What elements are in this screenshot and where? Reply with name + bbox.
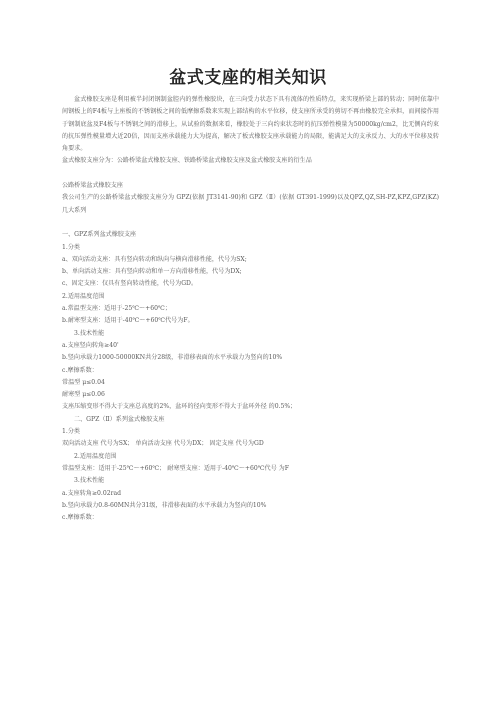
gpz2-temp-line: 常温型支座：适用于-25℃～+60℃； 耐寒型支座：适用于-40℃～+60℃代号 为F [62, 464, 289, 472]
section-heading: 公路桥梁盆式橡胶支座 [62, 182, 123, 190]
spacer [62, 168, 439, 180]
gpz2-classification-title: 1.分类 [62, 428, 81, 436]
section-intro: 我公司生产的公路桥梁盆式橡胶支座分为 GPZ(依据 JT3141-90)和 GPZ（Ⅱ）(依据 GT391-1999)以及QPZ,QZ,SH-PZ,KPZ,GPZ(KZ)几大系列 [62, 194, 439, 214]
gpz2-temp-title: 2.适用温度范围 [74, 452, 117, 460]
gpz-temp-title: 2.适用温度范围 [62, 292, 105, 300]
gpz-classification-title: 1.分类 [62, 243, 81, 251]
document-body [62, 94, 439, 524]
gpz-deformation-note: 支座压缩变形不得大于支座总高度的2%，盆环的径向变形不得大于盆环外径 的0.5%； [62, 403, 297, 411]
spacer [62, 217, 439, 229]
gpz2-classification-line: 双向活动支座 代号为SX； 单向活动支座 代号为DX； 固定支座 代号为GD [62, 440, 264, 448]
gpz2-heading: 二、GPZ（Ⅱ）系列盆式橡胶支座 [74, 415, 165, 423]
gpz-perf-c: c.摩擦系数： [62, 366, 98, 374]
gpz-heading: 一、GPZ系列盆式橡胶支座 [62, 231, 137, 239]
gpz-friction-cold: 耐寒型 μ≤0.06 [62, 391, 105, 399]
gpz-perf-b: b.竖向承载力1000-50000KN共分28级，非滑移表面的水平承载力为竖向的10% [62, 354, 283, 362]
gpz-class-a: a、双向活动支座：具有竖向转动和纵向与横向滑移性能，代号为SX; [62, 255, 247, 263]
categories-line: 盆式橡胶支座分为：公路桥梁盆式橡胶支座、铁路桥梁盆式橡胶支座及盆式橡胶支座的衍生品 [62, 157, 312, 165]
gpz-friction-normal: 常温型 μ≤0.04 [62, 378, 105, 386]
document-title: 盆式支座的相关知识 [169, 68, 327, 88]
gpz2-perf-b: b.竖向承载力0.8-60MN共分31级，非滑移表面的水平承载力为竖向的10% [62, 501, 267, 509]
gpz2-perf-a: a.支座转角≥0.02rad [62, 489, 122, 497]
gpz-class-c: c、固定支座：仅具有竖向转动性能，代号为GD。 [62, 280, 198, 288]
gpz-class-b: b、单向活动支座：具有竖向转动和单一方向滑移性能，代号为DX; [62, 268, 242, 276]
gpz-temp-a: a.常温型支座：适用于-25℃～+60℃； [62, 305, 171, 313]
gpz2-perf-c: c.摩擦系数： [62, 514, 98, 522]
intro-paragraph: 盆式橡胶支座是利用被半封闭钢制盆腔内的弹性橡胶块，在三向受力状态下具有流体的性质特点，来实现桥梁上部的转动；同时依靠中间钢板上的F4板与上座板的不锈钢板之间的低摩擦系数来实现上部结构的水平位移，使支座所承受的剪切不再由橡胶完全承担，而间接作用于钢制底盆及F4板与不锈钢之间的滑移上，从试验的数据来看，橡胶处于三向约束状态时的抗压弹性模量为50000kg/cm2，比无侧向约束的抗压弹性模量增大近20倍，因而支座承载能力大为提高，解决了板式橡胶支座承载能力的局限，能满足大的支承反力、大的水平位移及转角要求。 [62, 96, 439, 153]
gpz2-perf-title: 3.技术性能 [74, 477, 105, 485]
gpz-temp-b: b.耐寒型支座：适用于-40℃～+60℃代号为F。 [62, 317, 194, 325]
gpz-perf-title: 3.技术性能 [74, 329, 105, 337]
gpz-perf-a: a.支座竖向转角≥40' [62, 341, 119, 349]
